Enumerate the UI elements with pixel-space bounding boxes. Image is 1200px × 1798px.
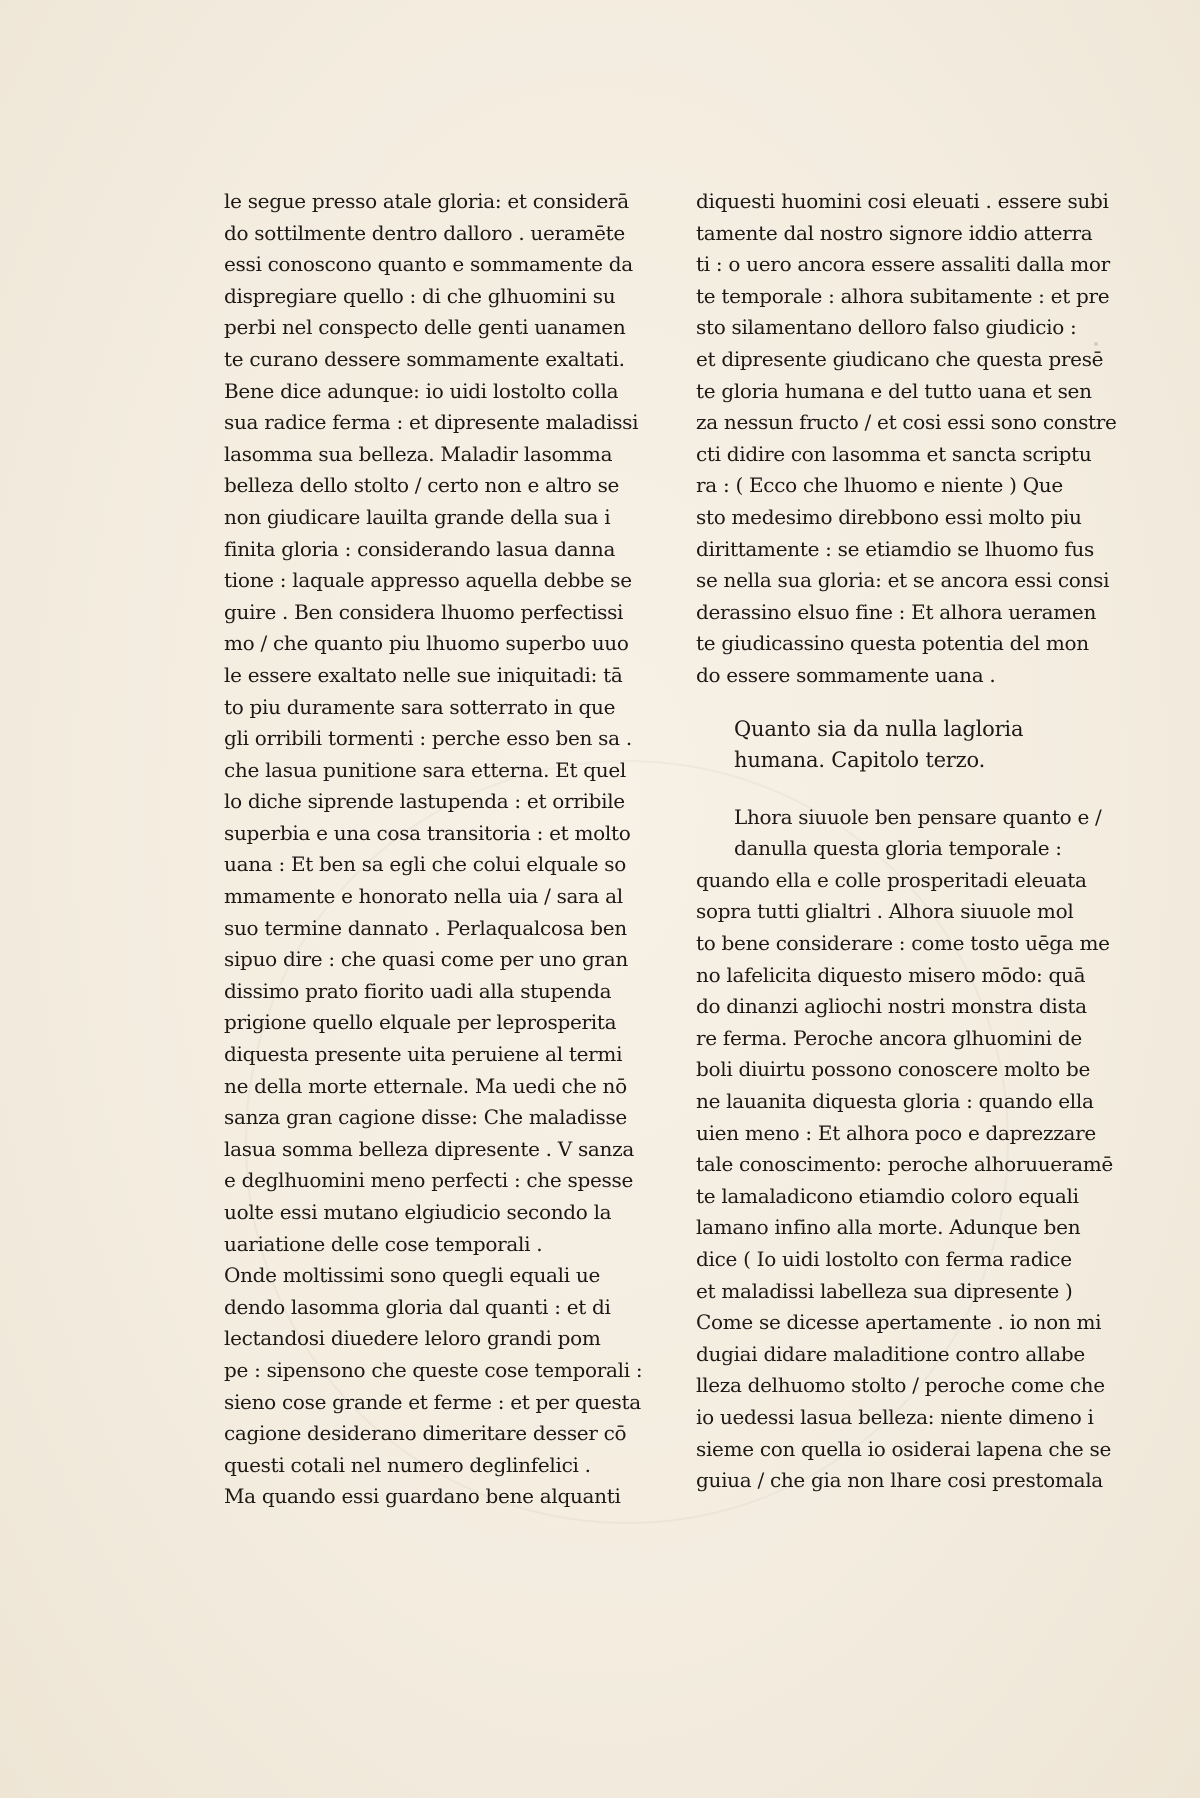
text-line: uien meno : Et alhora poco e daprezzare xyxy=(696,1120,1096,1145)
text-line: uariatione delle cose temporali . xyxy=(224,1231,543,1256)
text-line: sto silamentano delloro falso giudicio : xyxy=(696,315,1077,340)
right-column-bottom-text xyxy=(696,802,1136,1497)
chapter-heading xyxy=(696,714,1136,777)
text-line: io uedessi lasua belleza: niente dimeno i xyxy=(696,1404,1094,1429)
text-line: za nessun fructo / et cosi essi sono constre xyxy=(696,410,1117,435)
text-line: le essere exaltato nelle sue iniquitadi: tā xyxy=(224,662,623,687)
text-line: lectandosi diuedere leloro grandi pom xyxy=(224,1326,601,1351)
text-line: superbia e una cosa transitoria : et molto xyxy=(224,820,631,845)
text-line: danulla questa gloria temporale : xyxy=(734,836,1062,861)
text-line: te temporale : alhora subitamente : et pre xyxy=(696,283,1110,308)
text-line: sua radice ferma : et dipresente maladissi xyxy=(224,410,639,435)
text-line: diquesti huomini cosi eleuati . essere subi xyxy=(696,189,1109,213)
text-line: suo termine dannato . Perlaqualcosa ben xyxy=(224,915,627,940)
text-line: te curano dessere sommamente exaltati. xyxy=(224,346,625,371)
text-line: sanza gran cagione disse: Che maladisse xyxy=(224,1105,627,1130)
text-line: te lamaladicono etiamdio coloro equali xyxy=(696,1183,1079,1208)
text-line: pe : sipensono che queste cose temporali : xyxy=(224,1357,643,1382)
text-line: perbi nel conspecto delle genti uanamen xyxy=(224,315,626,340)
text-line: dugiai didare maladitione contro allabe xyxy=(696,1341,1085,1366)
text-line: dice ( Io uidi lostolto con ferma radice xyxy=(696,1247,1072,1271)
text-line: Ma quando essi guardano bene alquanti xyxy=(224,1484,621,1509)
text-line: che lasua punitione sara etterna. Et quel xyxy=(224,757,626,782)
text-line: guire . Ben considera lhuomo perfectissi xyxy=(224,599,624,624)
text-line: dendo lasomma gloria dal quanti : et di xyxy=(224,1294,611,1319)
text-line: ra : ( Ecco che lhuomo e niente ) Que xyxy=(696,473,1063,498)
text-line: te giudicassino questa potentia del mon xyxy=(696,631,1089,656)
text-line: te gloria humana e del tutto uana et sen xyxy=(696,378,1092,403)
right-column-top-text xyxy=(696,186,1136,692)
text-line: dispregiare quello : di che glhuomini su xyxy=(224,283,616,308)
text-line: dissimo prato fiorito uadi alla stupenda xyxy=(224,978,612,1003)
text-line: ne della morte etternale. Ma uedi che nō xyxy=(224,1073,627,1098)
text-line: tale conoscimento: peroche alhoruueramē xyxy=(696,1152,1113,1177)
text-line: uana : Et ben sa egli che colui elquale so xyxy=(224,852,626,877)
text-line: re ferma. Peroche ancora glhuomini de xyxy=(696,1025,1082,1050)
text-line: guiua / che gia non lhare cosi prestomala xyxy=(696,1468,1103,1493)
text-line: le segue presso atale gloria: et considerā xyxy=(224,189,629,213)
text-line: derassino elsuo fine : Et alhora ueramen xyxy=(696,599,1097,624)
text-line: prigione quello elquale per leprosperita xyxy=(224,1010,617,1035)
text-line: non giudicare lauilta grande della sua i xyxy=(224,504,611,529)
text-line: to piu duramente sara sotterrato in que xyxy=(224,694,616,719)
text-line: mmamente e honorato nella uia / sara al xyxy=(224,884,623,909)
left-text-column xyxy=(224,186,654,1513)
text-line: lasomma sua belleza. Maladir lasomma xyxy=(224,441,613,466)
text-line: dirittamente : se etiamdio se lhuomo fus xyxy=(696,536,1094,561)
text-line: to bene considerare : come tosto uēga me xyxy=(696,931,1110,956)
text-line: questi cotali nel numero deglinfelici . xyxy=(224,1452,591,1477)
right-text-column xyxy=(696,186,1136,1497)
text-line: Bene dice adunque: io uidi lostolto colla xyxy=(224,378,619,403)
text-line: sieme con quella io osiderai lapena che se xyxy=(696,1436,1111,1461)
text-line: cagione desiderano dimeritare desser cō xyxy=(224,1421,627,1446)
text-line: Lhora siuuole ben pensare quanto e / xyxy=(734,804,1102,829)
text-line: ti : o uero ancora essere assaliti dalla mor xyxy=(696,252,1110,277)
text-line: lleza delhuomo stolto / peroche come che xyxy=(696,1373,1105,1398)
text-line: Quanto sia da nulla lagloria xyxy=(734,716,1024,741)
text-line: lo diche siprende lastupenda : et orribile xyxy=(224,789,625,814)
text-line: essi conoscono quanto e sommamente da xyxy=(224,252,633,277)
text-line: et maladissi labelleza sua dipresente ) xyxy=(696,1278,1073,1303)
text-line: lamano infino alla morte. Adunque ben xyxy=(696,1215,1081,1240)
text-line: sieno cose grande et ferme : et per questa xyxy=(224,1389,641,1414)
text-line: diquesta presente uita peruiene al termi xyxy=(224,1042,623,1067)
text-line: sto medesimo direbbono essi molto piu xyxy=(696,504,1082,529)
text-line: et dipresente giudicano che questa presē xyxy=(696,346,1104,371)
text-line: Come se dicesse apertamente . io non mi xyxy=(696,1310,1102,1335)
text-line: e deglhuomini meno perfecti : che spesse xyxy=(224,1168,633,1193)
text-line: do sottilmente dentro dalloro . ueramēte xyxy=(224,220,625,245)
text-line: sopra tutti glialtri . Alhora siuuole mol xyxy=(696,899,1074,924)
text-line: do dinanzi agliochi nostri monstra dista xyxy=(696,994,1087,1019)
text-line: no lafelicita diquesto misero mōdo: quā xyxy=(696,962,1086,987)
text-line: lasua somma belleza dipresente . V sanza xyxy=(224,1136,635,1161)
text-line: tamente dal nostro signore iddio atterra xyxy=(696,220,1093,245)
text-line: do essere sommamente uana . xyxy=(696,662,996,687)
text-line: se nella sua gloria: et se ancora essi consi xyxy=(696,568,1110,593)
text-line: cti didire con lasomma et sancta scriptu xyxy=(696,441,1092,466)
text-line: Onde moltissimi sono quegli equali ue xyxy=(224,1263,601,1288)
text-line: sipuo dire : che quasi come per uno gran xyxy=(224,947,628,972)
text-line: belleza dello stolto / certo non e altro se xyxy=(224,473,620,498)
text-line: finita gloria : considerando lasua danna xyxy=(224,536,616,561)
text-line: uolte essi mutano elgiudicio secondo la xyxy=(224,1200,612,1224)
text-line: tione : laquale appresso aquella debbe se xyxy=(224,568,632,593)
text-line: mo / che quanto piu lhuomo superbo uuo xyxy=(224,631,629,656)
text-line: humana. Capitolo terzo. xyxy=(734,748,986,773)
text-line: quando ella e colle prosperitadi eleuata xyxy=(696,867,1087,892)
text-line: boli diuirtu possono conoscere molto be xyxy=(696,1057,1090,1082)
text-line: gli orribili tormenti : perche esso ben sa . xyxy=(224,726,632,751)
text-line: ne lauanita diquesta gloria : quando ella xyxy=(696,1089,1094,1114)
